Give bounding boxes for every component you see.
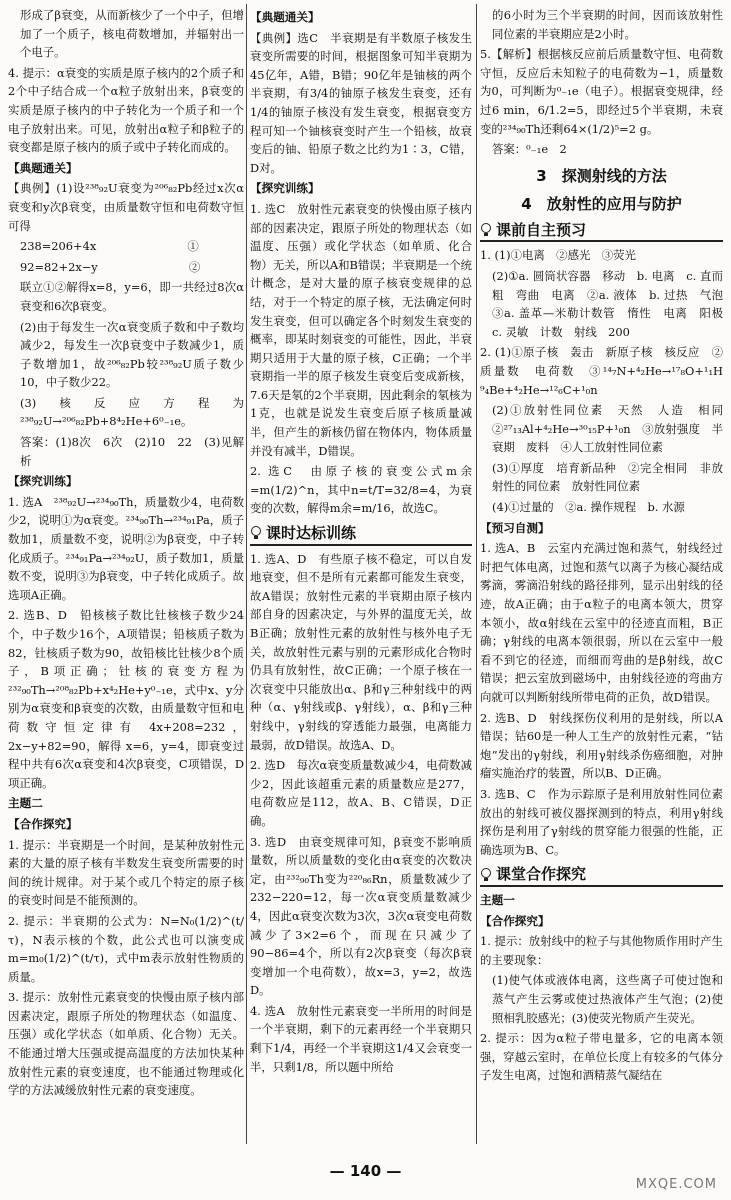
paragraph: 3. 提示：放射性元素衰变的快慢由原子核内部因素决定，跟原子所处的物理状态（如温度、压强）或化学状态（如单质、化合物）无关。不能通过增大压强或提高温度的方法加快某种放射性元素的衰变速度，也不能通过物理或化学的方法减缓放射性元素的衰变速度。 (8, 990, 244, 1098)
lightbulb-icon (250, 526, 262, 540)
section-banner-label: 课堂合作探究 (496, 865, 587, 884)
paragraph: 2. 提示：因为α粒子带电量多，它的电离本领强，穿越云室时，在单位长度上有较多的气体分子发生电离，过饱和酒精蒸气凝结在 (480, 1031, 723, 1083)
paragraph: 2. 选B、D 射线探伤仪利用的是射线，所以A错误；钴60是一种人工生产的放射性元素，“钴炮”发出的γ射线，利用γ射线杀伤癌细胞，对肿瘤实施治疗的装置，所以B、D正确。 (480, 710, 723, 781)
section-heading: 【探究训练】 (250, 181, 320, 196)
section-banner (480, 865, 723, 887)
chapter-title: 4 放射性的应用与防护 (521, 194, 682, 213)
section-heading: 主题一 (480, 892, 515, 907)
paragraph: 2. 选D 每次α衰变质量数减少4，电荷数减少2，因此该超重元素的质量数应是277，电荷数应是112，故A、B、C错误，D正确。 (250, 758, 472, 828)
section-heading: 【合作探究】 (480, 913, 550, 928)
section-heading: 【探究训练】 (8, 474, 78, 489)
paragraph: (2)由于每发生一次α衰变质子数和中子数均减少2，每发生一次β衰变中子数减少1，质子数增加1，故²⁰⁶₈₂Pb较²³⁸₉₂U质子数少10，中子数少22。 (20, 319, 244, 390)
paragraph: 答案：(1)8次 6次 (2)10 22 (3)见解析 (20, 435, 244, 468)
section-heading: 【合作探究】 (8, 816, 78, 831)
paragraph: (3)①厚度 培育新品种 ②完全相同 非放射性的同位素 放射性同位素 (492, 460, 723, 494)
section-heading: 主题二 (8, 796, 43, 811)
paragraph: 1. 提示：半衰期是一个时间，是某种放射性元素的大量的原子核有半数发生衰变所需要的时间的统计规律。对于某个或几个特定的原子核的衰变时间是不能预测的。 (8, 837, 244, 908)
section-heading: 【预习自测】 (480, 520, 550, 535)
paragraph: 2. 选C 由原子核的衰变公式m余=m(1/2)^n，其中n=t/T=32/8=4，为衰变的次数，解得m余=m/16，故选C。 (250, 464, 472, 516)
column-divider (246, 4, 247, 1144)
paragraph: 联立①②解得x=8，y=6，即一共经过8次α衰变和6次β衰变。 (20, 280, 244, 313)
paragraph: 4. 选A 放射性元素衰变一半所用的时间是一个半衰期，剩下的元素再经一个半衰期只剩下1/4，再经一个半衰期这1/4又会衰变一半，只剩1/8，所以题中所给 (250, 1003, 472, 1074)
paragraph: 1. 选A ²³⁸₉₂U→²³⁴₉₀Th，质量数少4，电荷数少2，说明①为α衰变。²³⁴₉₀Th→²³⁴₉₁Pa，质子数加1，质量数不变，说明②为β衰变，中子转化成质子。²³⁴₉₁Pa→²³⁴₉₂U，质子数加1，质量数不变，说明③为β衰变，中子转化成质子。故选项A正确。 (8, 494, 244, 602)
chapter-title: 3 探测射线的方法 (536, 166, 667, 185)
column-left (8, 6, 244, 1156)
paragraph: 1. 提示：放射线中的粒子与其他物质作用时产生的主要现象： (480, 934, 723, 967)
paragraph: 1. 选A、D 有些原子核不稳定，可以自发地衰变，但不是所有元素都可能发生衰变，故A错误；放射性元素的半衰期由原子核内部自身的因素决定，与外界的温度无关，故B正确；放射性元素的放射性与核外电子无关，故放射性元素与别的元素形成化合物时仍具有放射性，故C正确；一个原子核在一次衰变中只能放出α、β和γ三种射线中的两种（α、γ射线或β、γ射线），α、β和γ三种射线中，γ射线的穿透能力最强，电离能力最弱，故D错误。故选A、D。 (250, 551, 472, 752)
lightbulb-icon (480, 868, 492, 882)
paragraph: (3)核反应方程为²³⁸₉₂U→²⁰⁶₈₂Pb+8⁴₂He+6⁰₋₁e。 (20, 395, 244, 429)
paragraph: 【典例】(1)设²³⁸₉₂U衰变为²⁰⁶₈₂Pb经过x次α衰变和y次β衰变，由质量数守恒和电荷数守恒可得 (8, 181, 244, 233)
column-right (480, 6, 723, 1156)
paragraph: 形成了β衰变，从而新核少了一个中子，但增加了一个质子，核电荷数增加，并辐射出一个电子。 (20, 8, 244, 60)
section-banner (480, 221, 723, 243)
paragraph: 答案：⁰₋₁e 2 (492, 142, 567, 157)
paragraph: (2)①a. 圆筒状容器 移动 b. 电离 c. 直而粗 弯曲 电离 ②a. 液体 b. 过热 气泡 ③a. 盖革—米勒计数管 惰性 电离 阳极 c. 灵敏 计数 射线 200 (492, 268, 723, 339)
column-middle (250, 6, 472, 1156)
paragraph: 4. 提示：α衰变的实质是原子核内的2个质子和2个中子结合成一个α粒子放射出来，β衰变的实质是原子核内的中子转化为一个质子和一个电子放射出来。可见，放射出α粒子和β粒子的衰变都是原子核内的质子或中子转化而成的。 (8, 65, 244, 155)
paragraph: 2. 提示：半衰期的公式为：N=N₀(1/2)^(t/τ)，N表示核的个数，此公式也可以演变成m=m₀(1/2)^(t/τ)，式中m表示放射性物质的质量。 (8, 913, 244, 984)
paragraph: 1. 选C 放射性元素衰变的快慢由原子核内部的因素决定，跟原子所处的物理状态（如温度、压强）或化学状态（如单质、化合物）无关，所以A和B错误；半衰期是一个统计概念，是对大量的原子核衰变规律的总结，对于一个特定的原子核，无法确定何时发生衰变，但可以确定各个时刻发生衰变的概率，即某时刻衰变的可能性，因此，半衰期只适用于大量的原子核，C正确；一个半衰期指一半的原子核发生衰变后变成新核，7.6天是氡的2个半衰期，因此剩余的氡核为1克，也就是说发生衰变后原子核质量减半，但产生的新核仍留在物体内，物体质量并没有减半，D错误。 (250, 201, 472, 458)
watermark-logo: MXQE.COM (635, 1177, 717, 1192)
paragraph: 1. (1)①电离 ②感光 ③荧光 (480, 248, 636, 263)
paragraph: 的6小时为三个半衰期的时间，因而该放射性同位素的半衰期应是2小时。 (492, 8, 723, 41)
paragraph: 3. 选B、C 作为示踪原子是利用放射性同位素放出的射线可被仪器探测到的特点，利用γ射线探伤是利用了γ射线的贯穿能力很强的性能，正确选项为B、C。 (480, 786, 723, 857)
paragraph: 2. (1)①原子核 轰击 新原子核 核反应 ②质量数 电荷数 ③¹⁴₇N+⁴₂He→¹⁷₈O+¹₁H ⁹₄Be+⁴₂He→¹²₆C+¹₀n (480, 345, 723, 397)
paragraph: 92=82+2x−y ② (20, 259, 201, 274)
column-divider (476, 4, 477, 1144)
paragraph: 238=206+4x ① (20, 239, 199, 254)
page-number: — 140 — (329, 1162, 402, 1180)
paragraph: 5.【解析】根据核反应前后质量数守恒、电荷数守恒，反应后未知粒子的电荷数为−1，质量数为0，可判断为⁰₋₁e（电子）。根据衰变规律，经过6 min，6/1.2=5，即经过5个半衰期，未衰变的²³⁴₉₀Th还剩64×(1/2)⁵=2 g。 (480, 47, 723, 136)
paragraph: (4)①过量的 ②a. 操作规程 b. 水源 (492, 500, 685, 515)
lightbulb-icon (480, 223, 492, 237)
paragraph: (1)使气体或液体电离，这些离子可使过饱和蒸气产生云雾或使过热液体产生气泡；(2)使照相乳胶感光；(3)使荧光物质产生荧光。 (492, 973, 723, 1025)
section-heading: 【典题通关】 (8, 160, 78, 175)
paragraph: 2. 选B、D 铅核核子数比钍核核子数少24个，中子数少16个，A项错误；铅核质子数为82，钍核质子数为90，故铅核比钍核少8个质子，B项正确；钍核的衰变方程为²³²₉₀Th→²⁰⁸₈₂Pb+x⁴₂He+y⁰₋₁e，式中x、y分别为α衰变和β衰变的次数，由质量数守恒和电荷数守恒定律有 4x+208=232，2x−y+82=90，解得 x=6，y=4，即衰变过程中共有6次α衰变和4次β衰变，C项错误，D项正确。 (8, 608, 244, 790)
section-heading: 【典题通关】 (250, 10, 320, 24)
section-banner (250, 524, 472, 546)
section-banner-label: 课前自主预习 (496, 220, 587, 239)
paragraph: (2)①放射性同位素 天然 人造 相同 ②²⁷₁₃Al+⁴₂He→³⁰₁₅P+¹₀n ③放射强度 半衰期 废料 ④人工放射性同位素 (492, 403, 723, 455)
section-banner-label: 课时达标训练 (266, 524, 357, 543)
paragraph: 1. 选A、B 云室内充满过饱和蒸气，射线经过时把气体电离，过饱和蒸气以离子为核心凝结成雾滴，雾滴沿射线的路径排列，显示出射线的径迹，故A正确；由于α粒子的电离本领大，贯穿本领小，故α射线在云室中的径迹直而粗，B正确；γ射线的电离本领很弱，所以在云室中一般看不到它的径迹，而细而弯曲的是β射线，故C错误；把云室放到磁场中，由射线径迹的弯曲方向就可以判断射线所带电荷的正负，故D错误。 (480, 541, 723, 704)
paragraph: 3. 选D 由衰变规律可知，β衰变不影响质量数，所以质量数的变化由α衰变的次数决定，由²³²₉₀Th变为²²⁰₈₆Rn，质量数减少了232−220=12，每一次α衰变质量数减少4，因此α衰变次数为3次，3次α衰变电荷数减少了3×2=6个，而现在只减少了90−86=4个，所以有2次β衰变（每次β衰变增加一个电荷数），故x=3，y=2，故选D。 (250, 834, 472, 998)
paragraph: 【典例】选C 半衰期是有半数原子核发生衰变所需要的时间，根据图象可知半衰期为45亿年，A错，B错；90亿年是铀核的两个半衰期，有3/4的铀原子核发生衰变，还有1/4的铀原子核没有发生衰变，根据衰变方程可知一个铀核衰变时产生一个铅核，故衰变后的铀、铅原子数之比约为1∶3，C错，D对。 (250, 30, 472, 175)
